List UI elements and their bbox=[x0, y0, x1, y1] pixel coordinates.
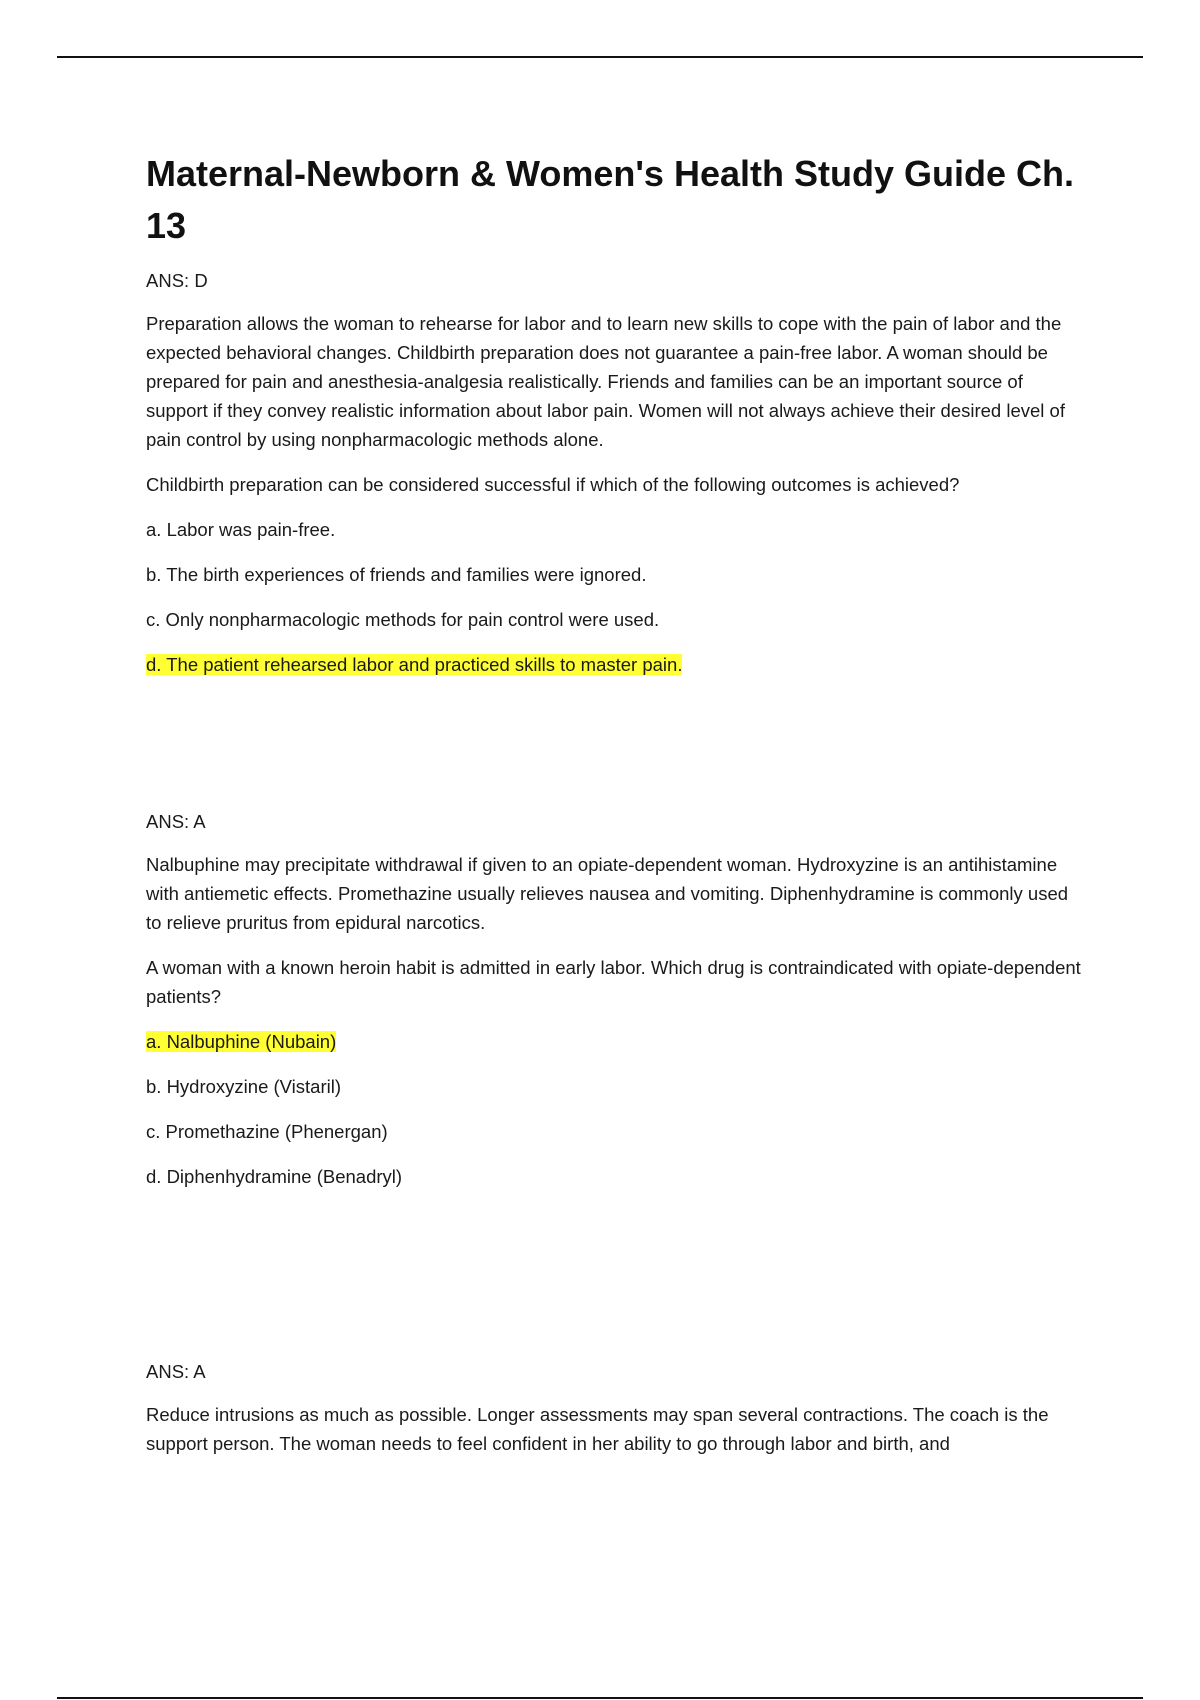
option-d: d. Diphenhydramine (Benadryl) bbox=[146, 1166, 403, 1187]
highlighted-answer: d. The patient rehearsed labor and practiced skills to master pain. bbox=[146, 654, 683, 675]
question-stem: Childbirth preparation can be considered successful if which of the following outcomes is achieved? bbox=[146, 474, 960, 495]
rationale: Reduce intrusions as much as possible. Longer assessments may span several contractions. The coach is the support person. The woman needs to feel confident in her ability to go through labor and birth, and bbox=[146, 1404, 1049, 1454]
spacer bbox=[146, 695, 1086, 807]
option-d-correct bbox=[146, 650, 1086, 679]
option-b: b. The birth experiences of friends and families were ignored. bbox=[146, 564, 647, 585]
document-body bbox=[146, 148, 1086, 1474]
spacer bbox=[146, 1207, 1086, 1357]
highlighted-answer: a. Nalbuphine (Nubain) bbox=[146, 1031, 337, 1052]
question-block-2 bbox=[146, 807, 1086, 1191]
option-a: a. Labor was pain-free. bbox=[146, 519, 336, 540]
header-rule bbox=[57, 56, 1143, 58]
question-block-1 bbox=[146, 266, 1086, 679]
option-b: b. Hydroxyzine (Vistaril) bbox=[146, 1076, 341, 1097]
answer-key: ANS: A bbox=[146, 1361, 206, 1382]
question-stem: A woman with a known heroin habit is admitted in early labor. Which drug is contraindicated with opiate-dependent patients? bbox=[146, 957, 1081, 1007]
option-c: c. Promethazine (Phenergan) bbox=[146, 1121, 388, 1142]
answer-key: ANS: A bbox=[146, 811, 206, 832]
page-title: Maternal-Newborn & Women's Health Study Guide Ch. 13 bbox=[146, 153, 1074, 246]
option-c: c. Only nonpharmacologic methods for pain control were used. bbox=[146, 609, 660, 630]
question-block-3 bbox=[146, 1357, 1086, 1458]
answer-key: ANS: D bbox=[146, 270, 208, 291]
rationale: Nalbuphine may precipitate withdrawal if given to an opiate-dependent woman. Hydroxyzine is an antihistamine with antiemetic effects. Promethazine usually relieves nausea and vomiting. Diphenhydramine is commonly used to relieve pruritus from epidural narcotics. bbox=[146, 854, 1069, 933]
footer-rule bbox=[57, 1697, 1143, 1699]
option-a-correct bbox=[146, 1027, 1086, 1056]
rationale: Preparation allows the woman to rehearse for labor and to learn new skills to cope with the pain of labor and the expected behavioral changes. Childbirth preparation does not guarantee a pain-free labor. A woman should be prepared for pain and anesthesia-analgesia realistically. Friends and families can be an important source of support if they convey realistic information about labor pain. Women will not always achieve their desired level of pain control by using nonpharmacologic methods alone. bbox=[146, 313, 1065, 450]
